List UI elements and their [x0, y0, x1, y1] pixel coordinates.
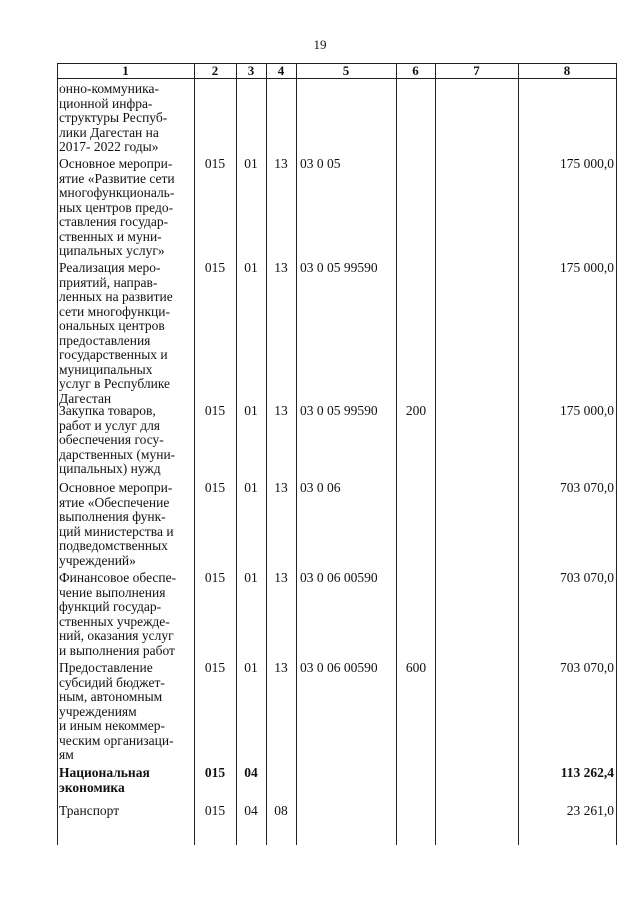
- col-border-8: [616, 63, 617, 845]
- row-section: 01: [244, 660, 258, 675]
- row-ministry: 015: [204, 260, 226, 275]
- row-target: 03 0 06 00590: [300, 660, 378, 675]
- row-amount: 23 261,0: [566, 803, 614, 818]
- row-ministry: 015: [204, 803, 226, 818]
- row-name: Национальная экономика: [59, 765, 150, 795]
- row-section: 01: [244, 570, 258, 585]
- col-border-6: [435, 63, 436, 845]
- col-border-3: [266, 63, 267, 845]
- col-border-4: [296, 63, 297, 845]
- row-target: 03 0 05 99590: [300, 260, 378, 275]
- row-section: 04: [244, 803, 258, 818]
- row-name: Транспорт: [59, 803, 120, 818]
- row-subsection: 13: [274, 403, 288, 418]
- row-ministry: 015: [204, 765, 226, 780]
- header-col-5: 5: [342, 63, 350, 78]
- row-subsection: 13: [274, 156, 288, 171]
- row-name: онно-коммуника- ционной инфра- структуры Респуб- лики Дагестан на 2017- 2022 годы»: [59, 81, 168, 154]
- header-col-7: 7: [473, 63, 480, 78]
- row-subsection: 13: [274, 570, 288, 585]
- row-amount: 703 070,0: [560, 660, 614, 675]
- row-ministry: 015: [204, 660, 226, 675]
- row-section: 01: [244, 480, 258, 495]
- row-target: 03 0 05 99590: [300, 403, 378, 418]
- row-amount: 175 000,0: [560, 156, 614, 171]
- header-col-3: 3: [247, 63, 255, 78]
- row-target: 03 0 06: [300, 480, 341, 495]
- row-subsection: 08: [274, 803, 288, 818]
- row-name: Предоставление субсидий бюджет- ным, автономным учреждениям и иным некоммер- ческим организаци- ям: [59, 660, 174, 762]
- col-border-2: [236, 63, 237, 845]
- row-section: 04: [244, 765, 258, 780]
- row-amount: 175 000,0: [560, 403, 614, 418]
- page-number: 19: [313, 37, 327, 52]
- row-section: 01: [244, 156, 258, 171]
- col-border-7: [518, 63, 519, 845]
- row-name: Реализация меро- приятий, направ- ленных на развитие сети многофункци- ональных центров предоставления государственных и муниципальных услуг в Республике Дагестан: [59, 260, 173, 406]
- row-amount: 703 070,0: [560, 480, 614, 495]
- row-ministry: 015: [204, 570, 226, 585]
- row-ministry: 015: [204, 480, 226, 495]
- row-expense-type: 200: [405, 403, 427, 418]
- header-bottom-border: [57, 78, 617, 79]
- header-col-6: 6: [412, 63, 419, 78]
- header-col-8: 8: [563, 63, 571, 78]
- col-border-1: [194, 63, 195, 845]
- row-target: 03 0 05: [300, 156, 341, 171]
- header-col-1: 1: [122, 63, 129, 78]
- row-name: Основное меропри- ятие «Обеспечение выполнения функ- ций министерства и подведомственных учреждений»: [59, 480, 174, 568]
- header-col-4: 4: [277, 63, 285, 78]
- row-section: 01: [244, 403, 258, 418]
- budget-table: [57, 63, 617, 845]
- header-col-2: 2: [211, 63, 219, 78]
- col-border-0: [57, 63, 58, 845]
- row-target: 03 0 06 00590: [300, 570, 378, 585]
- row-amount: 703 070,0: [560, 570, 614, 585]
- row-ministry: 015: [204, 156, 226, 171]
- row-subsection: 13: [274, 260, 288, 275]
- row-amount: 113 262,4: [560, 765, 614, 780]
- row-name: Финансовое обеспе- чение выполнения функций государ- ственных учрежде- ний, оказания услуг и выполнения работ: [59, 570, 177, 658]
- row-section: 01: [244, 260, 258, 275]
- row-ministry: 015: [204, 403, 226, 418]
- row-name: Основное меропри- ятие «Развитие сети многофункциональ- ных центров предо- ставления государ- ственных и муни- ципальных услуг»: [59, 156, 175, 258]
- row-subsection: 13: [274, 660, 288, 675]
- col-border-5: [396, 63, 397, 845]
- row-name: Закупка товаров, работ и услуг для обеспечения госу- дарственных (муни- ципальных) нужд: [59, 403, 176, 476]
- row-expense-type: 600: [405, 660, 427, 675]
- row-subsection: 13: [274, 480, 288, 495]
- row-amount: 175 000,0: [560, 260, 614, 275]
